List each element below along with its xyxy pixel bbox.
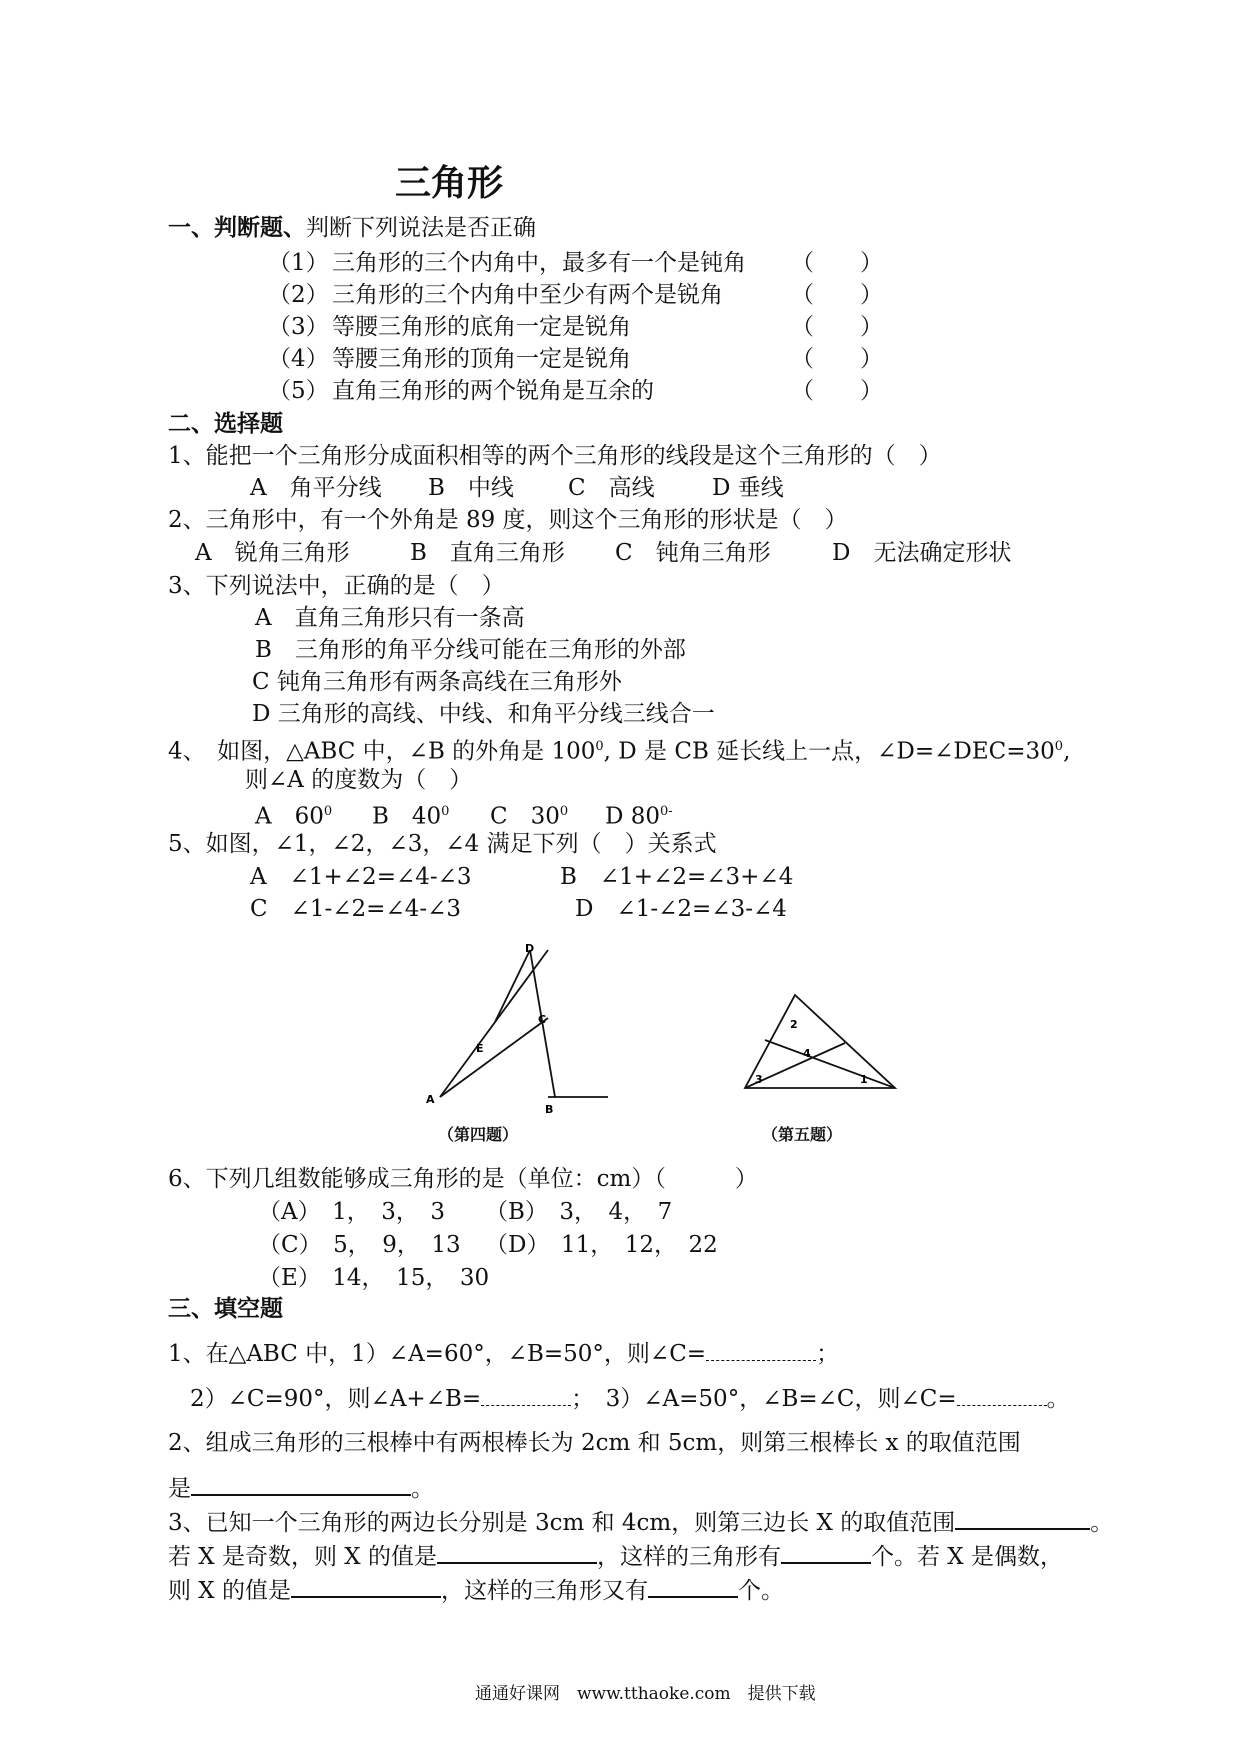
q3-option-c: C 钝角三角形有两条高线在三角形外	[252, 669, 622, 695]
fill-text: 个。若 X 是偶数，	[871, 1544, 1063, 1570]
degree-sup: 0	[559, 804, 569, 819]
fill-text: ；	[816, 1341, 840, 1367]
figure-5-caption: （第五题）	[762, 1125, 843, 1144]
answer-paren: （ ）	[791, 378, 883, 404]
q6-option-b: （B） 3， 4， 7	[485, 1199, 673, 1225]
angle-2-label: 2	[790, 1018, 798, 1031]
fill-q3-line2	[168, 1540, 1063, 1572]
q1-option-d: D 垂线	[712, 475, 784, 501]
answer-blank[interactable]	[706, 1338, 816, 1361]
q6-option-d: （D） 11， 12， 22	[485, 1232, 718, 1258]
fill-text: 。	[411, 1476, 434, 1502]
judge-item-5	[268, 376, 883, 406]
option-label: A 60	[255, 803, 324, 830]
judge-item-3	[268, 312, 883, 342]
q2-option-a: A 锐角三角形	[195, 540, 350, 566]
q3-option-a: A 直角三角形只有一条高	[255, 605, 525, 631]
label-d: D	[525, 942, 535, 955]
label-a: A	[426, 1093, 435, 1106]
degree-sup: 0	[595, 739, 604, 754]
item-text: 直角三角形的两个锐角是互余的	[332, 378, 654, 404]
fill-text: 则 X 的值是	[168, 1578, 291, 1604]
answer-paren: （ ）	[791, 282, 883, 308]
q2-option-d: D 无法确定形状	[832, 540, 1012, 566]
fill-text: ，这样的三角形又有	[441, 1578, 648, 1604]
fill-text: 。	[1046, 1386, 1070, 1412]
figure-4-caption: （第四题）	[438, 1125, 519, 1144]
answer-paren: （ ）	[791, 314, 883, 340]
q2-option-b: B 直角三角形	[410, 540, 565, 566]
q3-stem: 3、下列说法中，正确的是（ ）	[168, 573, 505, 599]
fill-text: 3、已知一个三角形的两边长分别是 3cm 和 4cm，则第三边长 X 的取值范围	[168, 1510, 956, 1536]
answer-blank[interactable]	[781, 1540, 871, 1564]
fill-text: ，这样的三角形有	[597, 1544, 781, 1570]
q5-stem: 5、如图，∠1，∠2，∠3，∠4 满足下列（ ）关系式	[168, 831, 717, 857]
q4-stem-part: , D 是 CB 延长线上一点，∠D=∠DEC=30	[603, 738, 1055, 765]
fill-q3-line1	[168, 1506, 1113, 1538]
fill-q3-line3	[168, 1574, 784, 1606]
section1-heading-bold: 一、判断题、	[168, 214, 306, 241]
answer-blank[interactable]	[437, 1540, 597, 1564]
section1-heading-rest: 判断下列说法是否正确	[306, 215, 536, 241]
answer-blank[interactable]	[955, 1506, 1090, 1530]
fill-text: 若 X 是奇数，则 X 的值是	[168, 1544, 437, 1570]
q4-stem-part: 4、 如图，△ABC 中，∠B 的外角是 100	[168, 738, 596, 765]
option-label: C 30	[490, 803, 560, 830]
q1-option-c: C 高线	[568, 475, 655, 501]
figure-4-diagram	[420, 940, 620, 1120]
q5-option-d: D ∠1-∠2=∠3-∠4	[575, 896, 787, 922]
q5-option-c: C ∠1-∠2=∠4-∠3	[250, 896, 462, 922]
angle-1-label: 1	[860, 1073, 868, 1086]
label-b: B	[545, 1103, 554, 1116]
q6-option-a: （A） 1， 3， 3	[258, 1199, 446, 1225]
section1-heading	[168, 213, 536, 243]
item-text: 等腰三角形的顶角一定是锐角	[332, 346, 631, 372]
answer-paren: （ ）	[791, 250, 883, 276]
answer-blank[interactable]	[481, 1383, 571, 1406]
q4-stem	[168, 732, 1070, 767]
q6-option-e: （E） 14， 15， 30	[258, 1265, 490, 1291]
figure-5-diagram	[735, 985, 905, 1105]
option-label: B 40	[372, 803, 442, 830]
degree-sup: 0-	[660, 804, 673, 819]
item-text: 三角形的三个内角中，最多有一个是钝角	[332, 250, 746, 276]
q4-stem-part: ,	[1063, 738, 1071, 765]
fill-q2-line1: 2、组成三角形的三根棒中有两根棒长为 2cm 和 5cm，则第三根棒长 x 的取值范围	[168, 1430, 1021, 1456]
q4-stem-line2: 则∠A 的度数为（ ）	[245, 767, 473, 793]
degree-sup: 0	[323, 804, 333, 819]
judge-item-1	[268, 248, 883, 278]
q3-option-d: D 三角形的高线、中线、和角平分线三线合一	[252, 701, 715, 727]
q3-option-b: B 三角形的角平分线可能在三角形的外部	[255, 637, 686, 663]
answer-blank[interactable]	[291, 1574, 441, 1598]
fill-text: ； 3）∠A=50°，∠B=∠C，则∠C=	[571, 1386, 957, 1412]
q1-stem: 1、能把一个三角形分成面积相等的两个三角形的线段是这个三角形的（ ）	[168, 443, 942, 469]
option-label: D 80	[605, 803, 661, 830]
q1-option-b: B 中线	[428, 475, 514, 501]
item-text: 等腰三角形的底角一定是锐角	[332, 314, 631, 340]
q6-option-c: （C） 5， 9， 13	[258, 1232, 461, 1258]
item-number: （4）	[268, 346, 329, 372]
fill-q1-line1	[168, 1338, 839, 1369]
item-number: （1）	[268, 250, 329, 276]
label-c: C	[538, 1013, 547, 1026]
answer-blank[interactable]	[191, 1472, 411, 1496]
fill-text: 2）∠C=90°，则∠A+∠B=	[190, 1386, 482, 1412]
item-text: 三角形的三个内角中至少有两个是锐角	[332, 282, 723, 308]
q4-option-b	[372, 797, 449, 832]
item-number: （5）	[268, 378, 329, 404]
fill-text: 个。	[738, 1578, 784, 1604]
q2-option-c: C 钝角三角形	[615, 540, 771, 566]
q2-stem: 2、三角形中，有一个外角是 89 度，则这个三角形的形状是（ ）	[168, 507, 848, 533]
judge-item-2	[268, 280, 883, 310]
angle-4-label: 4	[803, 1047, 811, 1060]
section2-heading: 二、选择题	[168, 410, 283, 437]
fill-q2-line2	[168, 1472, 434, 1504]
footer-source: 通通好课网 www.tthaoke.com 提供下载	[475, 1684, 816, 1704]
q4-option-c	[490, 797, 568, 832]
item-number: （3）	[268, 314, 329, 340]
q6-stem: 6、下列几组数能够成三角形的是（单位：cm）（ ）	[168, 1166, 758, 1192]
angle-3-label: 3	[755, 1073, 763, 1086]
section3-heading: 三、填空题	[168, 1295, 283, 1322]
fill-text: 1、在△ABC 中，1）∠A=60°，∠B=50°，则∠C=	[168, 1341, 707, 1367]
q5-option-b: B ∠1+∠2=∠3+∠4	[560, 864, 794, 890]
fill-text: 是	[168, 1476, 191, 1502]
q4-option-a	[255, 797, 332, 832]
q1-option-a: A 角平分线	[250, 475, 382, 501]
q5-option-a: A ∠1+∠2=∠4-∠3	[250, 864, 472, 890]
degree-sup: 0	[1054, 739, 1064, 754]
answer-paren: （ ）	[791, 346, 883, 372]
fill-q1-line2	[190, 1383, 1070, 1414]
page-title: 三角形	[395, 162, 504, 204]
fill-text: 。	[1090, 1510, 1114, 1536]
label-e: E	[476, 1042, 484, 1055]
item-number: （2）	[268, 282, 329, 308]
judge-item-4	[268, 344, 883, 374]
answer-blank[interactable]	[957, 1383, 1047, 1406]
degree-sup: 0	[441, 804, 450, 819]
q4-option-d	[605, 797, 673, 832]
answer-blank[interactable]	[648, 1574, 738, 1598]
